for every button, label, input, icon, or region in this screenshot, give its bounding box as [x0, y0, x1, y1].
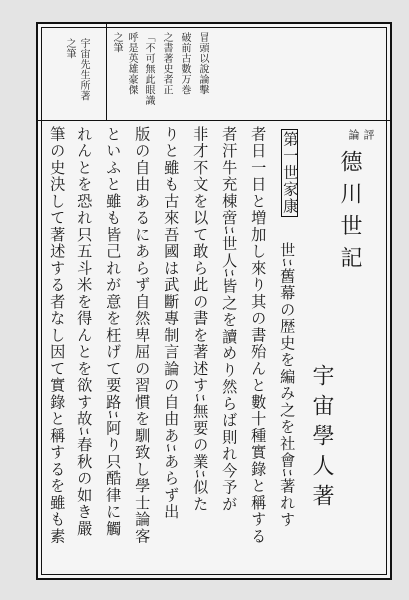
body-column-4: 非才不文を以て敢ら此の書を著述すﾆ無要の業ﾆ似た	[191, 126, 210, 513]
chapter-label: 第一世家康	[281, 131, 300, 215]
header-column-divider	[106, 24, 107, 120]
body-column-5: りと雖も古來吾國は武斷專制言論の自由あﾆあらず出	[162, 126, 181, 521]
title-subtitle-1: 評	[362, 129, 375, 140]
header-right-line-2: 破前古數万巻	[179, 32, 190, 95]
header-left-line-1: 宇宙先生所著	[78, 38, 89, 101]
author-line: 宇宙學人著	[309, 364, 334, 514]
body-column-1: 世ﾆ舊幕の歴史を編み之を社會ﾆ著れす	[278, 242, 297, 529]
header-right-line-4: 「不可無此眼識	[143, 32, 154, 106]
header-right-line-5: 呼是英雄豪傑	[126, 32, 137, 95]
body-column-6: 版の自由あるにあらず自然卑屈の習慣を馴致し學士論客	[133, 126, 152, 545]
book-title: 德川世記	[337, 150, 362, 278]
header-divider	[38, 120, 390, 121]
page-frame	[36, 22, 392, 580]
header-right-line-1: 冒頭以說論擊	[197, 32, 208, 95]
body-column-9: 筆の史決して著述する者なし因て實錄と稱するを雖も素	[48, 126, 67, 545]
header-right-line-3: 之書著史者正	[161, 32, 172, 95]
title-subtitle-2: 論	[347, 129, 360, 140]
body-column-8: れんとを恐れ只五斗米を得んとを欲す故ﾆ春秋の如き嚴	[75, 126, 94, 538]
body-column-2: 者日一日と増加し來り其の書殆んと數十種實錄と稱する	[249, 126, 268, 545]
header-right-line-6: 之筆	[111, 32, 122, 53]
body-column-3: 者汗牛充棟啻ﾆ世人ﾆ皆之を讀めり然らば則れ今予が	[220, 126, 239, 513]
body-column-7: といふと雖も皆己れが意を枉げて要路ﾆ阿り只酷律に觸	[104, 126, 123, 538]
header-left-line-2: 之筆	[64, 38, 75, 59]
